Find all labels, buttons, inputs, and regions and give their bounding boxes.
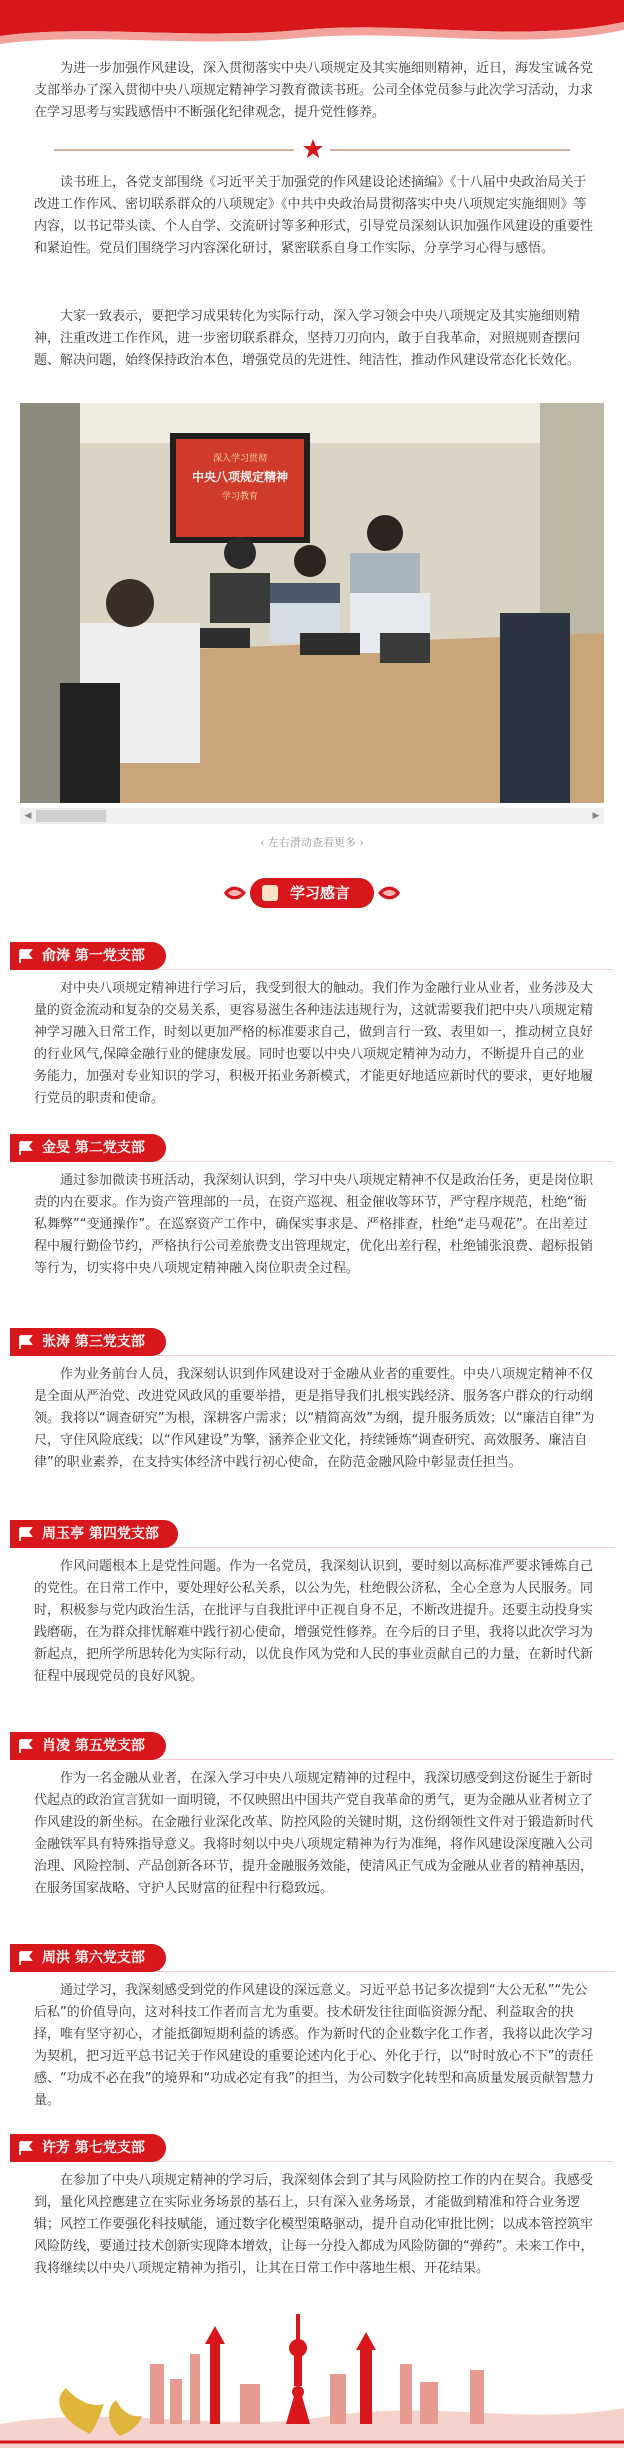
reflection-text-3: 作为业务前台人员，我深刻认识到作风建设对于金融从业者的重要性。中央八项规定精神不仅是全面从严治党、改进党风政风的重要举措，更是指导我们扎根实践经济、服务客户群众的行动纲领。我将以“调查研究”为根，深耕客户需求；以“精简高效”为纲，提升服务质效；以“廉洁自律”为尺，守住风险底线；以“作风建设”为擎，涵养企业文化，持续锤炼“调查研究、高效服务、廉洁自律”的职业素养，在支持实体经济中践行初心使命，在防范金融风险中彰显责任担当。 — [34, 1367, 595, 1470]
swipe-hint-text: 左右滑动查看更多 — [268, 836, 356, 849]
screen-text-line3: 学习教育 — [221, 492, 259, 502]
flag-icon — [18, 1950, 34, 1966]
screen-text-line1: 深入学习贯彻 — [212, 454, 268, 464]
reflection-text-7: 在参加了中央八项规定精神的学习后，我深刻体会到了其与风险防控工作的内在契合。我感受到，量化风控應建立在实际业务场景的基石上，只有深入业务场景，才能做到精准和符合业务逻辑；风控工作要强化科技赋能，通过数字化模型策略驱动，提升自动化审批比例；以成本管控筑牢风险防线，要通过技术创新实现降本增效，让每一分投入都成为风险防御的“弹药”。未来工作中，我将继续以中央八项规定精神为指引，让其在日常工作中落地生根、开花结果。 — [34, 2173, 594, 2276]
section-title-text: 学习感言 — [290, 884, 351, 902]
tag-text: 许芳 第七党支部 — [42, 2140, 145, 2156]
flag-icon — [18, 1334, 34, 1350]
tag-body — [10, 1328, 166, 1356]
swipe-hint — [0, 834, 624, 850]
flag-icon — [18, 1738, 34, 1754]
body-paragraph-2: 大家一致表示，要把学习成果转化为实际行动，深入学习领会中央八项规定及其实施细则精神，注重改进工作作风，进一步密切联系群众，坚持刀刃向内，敢于自我革命，对照规则查摆问题、解决问题，始终保持政治本色，增强党员的先进性、纯洁性，推动作风建设常态化长效化。 — [34, 309, 581, 368]
tag-text: 周洪 第六党支部 — [42, 1950, 145, 1966]
reflection-text-4: 作风问题根本上是党性问题。作为一名党员，我深刻认识到，要时刻以高标准严要求锤炼自己的党性。在日常工作中，要处理好公私关系，以公为先，杜绝假公济私，全心全意为人民服务。同时，积极参与党内政治生活，在批评与自我批评中正视自身不足，不断改进提升。还要主动投身实践磨砺，在为群众排忧解难中践行初心使命，增强党性修养。在今后的日子里，我将以此次学习为新起点，把所学所思转化为实际行动，以优良作风为党和人民的事业贡献自己的力量，在新时代新征程中展现党员的良好风貌。 — [34, 1559, 594, 1684]
flag-icon — [18, 1526, 34, 1542]
meeting-photo — [20, 403, 604, 803]
scroll-thumb[interactable] — [36, 810, 106, 822]
section-title-pill — [250, 878, 374, 908]
tag-body — [10, 1944, 166, 1972]
top-wave-banner — [0, 0, 624, 60]
photo-scrollbar[interactable] — [20, 808, 604, 824]
flag-icon — [18, 1140, 34, 1156]
meeting-photo-illustration — [20, 403, 604, 803]
reflection-text-2: 通过参加微读书班活动，我深刻认识到，学习中央八项规定精神不仅是政治任务，更是岗位职责的内在要求。作为资产管理部的一员，在资产巡视、租金催收等环节，严守程序规范，杜绝“衙私舞弊”“变通操作”。在巡察资产工作中，确保实事求是、严格排查，杜绝“走马观花”。在出差过程中履行勤俭节约，严格执行公司差旅费支出管理规定，优化出差行程，杜绝铺张浪费、超标报销等行为，切实将中央八项规定精神融入岗位职责全过程。 — [34, 1173, 594, 1276]
wing-right-icon — [376, 880, 402, 906]
tag-text: 俞涛 第一党支部 — [42, 948, 145, 964]
scroll-left-icon[interactable]: ◀ — [24, 811, 32, 821]
tag-text: 金旻 第二党支部 — [42, 1140, 145, 1156]
tag-text: 张涛 第三党支部 — [42, 1334, 145, 1350]
wing-left-icon — [222, 880, 248, 906]
flag-icon — [18, 2140, 34, 2156]
section-title — [222, 874, 402, 912]
wave-decoration — [0, 0, 624, 60]
body-paragraph-1: 读书班上，各党支部围绕《习近平关于加强党的作风建设论述摘编》《十八届中央政治局关于改进工作作风、密切联系群众的八项规定》《中共中央政治局贯彻落实中央八项规定实施细则》等内容，以书记带头读、个人自学、交流研讨等多种形式，引导党员深刻认识加强作风建设的重要性和紧迫性。党员们围绕学习内容深化研讨，紧密联系自身工作实际，分享学习心得与感悟。 — [34, 175, 594, 256]
intro-paragraph: 为进一步加强作风建设，深入贯彻落实中央八项规定及其实施细则精神，近日，海发宝诚各党支部举办了深入贯彻中央八项规定精神学习教育微读书班。公司全体党员参与此次学习活动，力求在学习思考与实践感悟中不断强化纪律观念，提升党性修养。 — [34, 61, 594, 120]
screen-text-line2: 中央八项规定精神 — [191, 470, 289, 484]
tag-body — [10, 1732, 166, 1760]
tag-body — [10, 2134, 166, 2162]
scroll-right-icon[interactable]: ▶ — [592, 811, 600, 821]
tag-text: 周玉亭 第四党支部 — [42, 1526, 159, 1542]
divider-line-right — [330, 149, 570, 151]
reflection-text-6: 通过学习，我深刻感受到党的作风建设的深远意义。习近平总书记多次提到“大公无私”“先公后私”的价值导向，这对科技工作者而言尤为重要。技术研发往往面临资源分配、利益取舍的抉择，唯有坚守初心，才能抵御短期利益的诱惑。作为新时代的企业数字化工作者，我将以此次学习为契机，把习近平总书记关于作风建设的重要论述内化于心、外化于行，以“时时放心不下”的责任感、“功成不必在我”的境界和“功成必定有我”的担当，为公司数字化转型和高质量发展贡献智慧力量。 — [34, 1983, 594, 2108]
tag-body — [10, 942, 166, 970]
chevron-right-icon: › — [356, 836, 364, 849]
footer-skyline — [0, 2304, 624, 2448]
skyline-illustration — [0, 2304, 624, 2448]
book-icon — [262, 885, 278, 901]
star-icon — [302, 138, 324, 160]
tag-body — [10, 1134, 166, 1162]
flag-icon — [18, 948, 34, 964]
star-divider — [20, 138, 604, 162]
reflection-text-1: 对中央八项规定精神进行学习后，我受到很大的触动。我们作为金融行业从业者，业务涉及大量的资金流动和复杂的交易关系，更容易滋生各种违法违规行为，这就需要我们把中央八项规定精神学习融入日常工作，时刻以更加严格的标准要求自己，做到言行一致、表里如一，推动树立良好的行业风气,保障金融行业的健康发展。同时也要以中央八项规定精神为动力，不断提升自己的业务能力，加强对专业知识的学习，积极开拓业务新模式，才能更好地适应新时代的要求，更好地履行党员的职责和使命。 — [34, 981, 594, 1106]
tag-body — [10, 1520, 178, 1548]
divider-line-left — [54, 149, 294, 151]
chevron-left-icon: ‹ — [260, 836, 268, 849]
reflection-text-5: 作为一名金融从业者，在深入学习中央八项规定精神的过程中，我深切感受到这份诞生于新时代起点的政治宣言犹如一面明镜，不仅映照出中国共产党自我革命的勇气，更为金融从业者树立了作风建设的新坐标。在金融行业深化改革、防控风险的关键时期，这份纲领性文件对于锻造新时代金融铁军具有特殊指导意义。我将时刻以中央八项规定精神为行为准绳，将作风建设深度融入公司治理、风险控制、产品创新各环节，提升金融服务效能，使清风正气成为金融从业者的精神基因，在服务国家战略、守护人民财富的征程中行稳致远。 — [34, 1771, 594, 1896]
tag-text: 肖凌 第五党支部 — [42, 1738, 145, 1754]
